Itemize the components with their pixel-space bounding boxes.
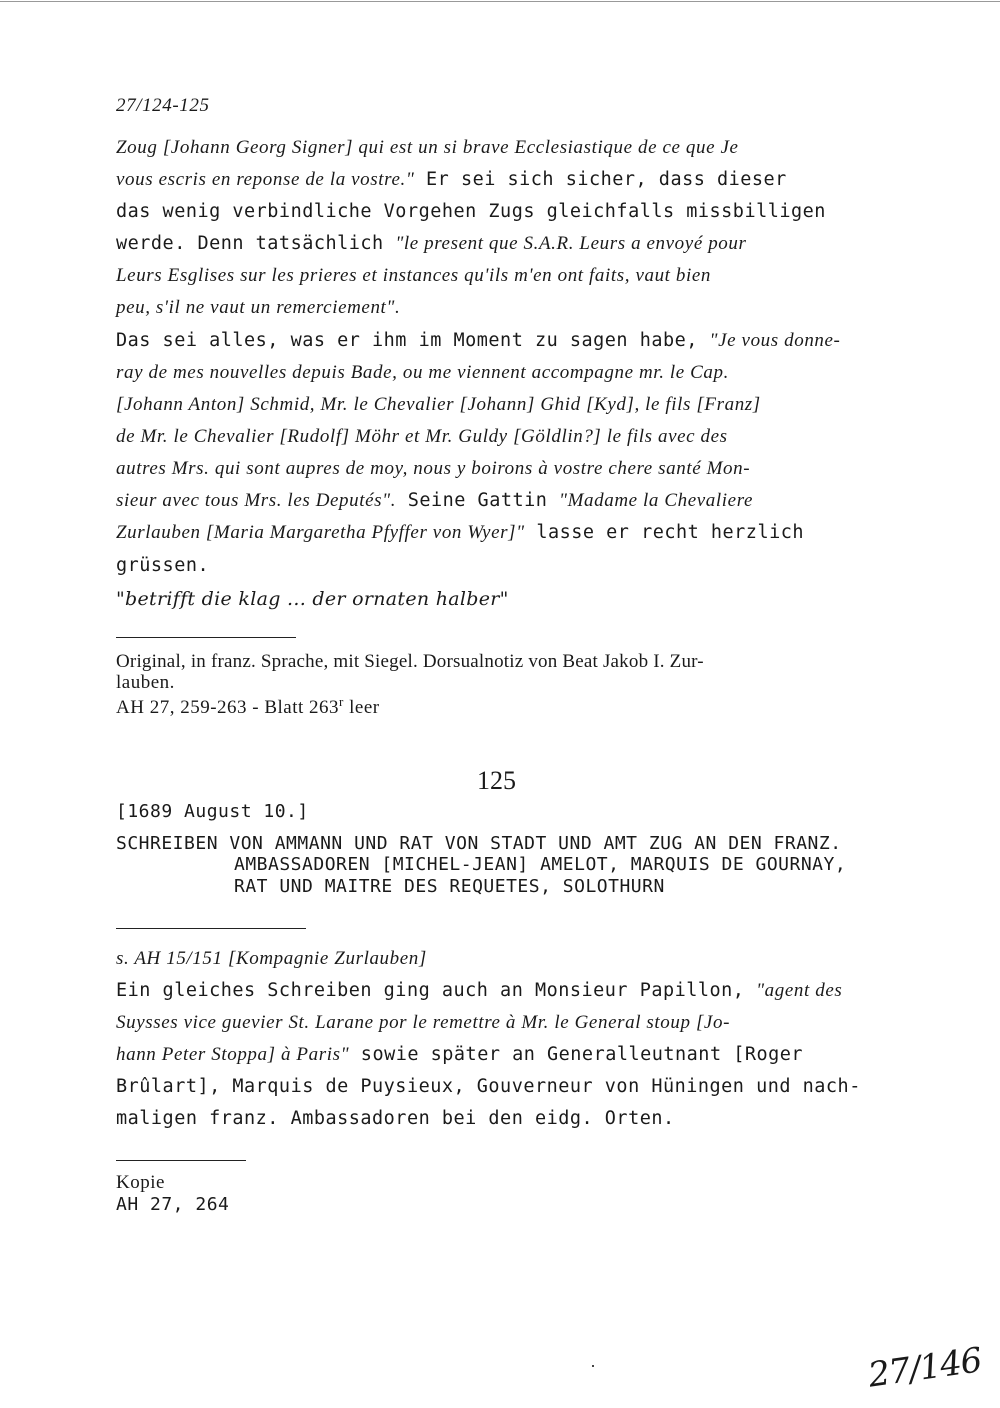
entry-title-line-2: AMBASSADOREN [MICHEL-JEAN] AMELOT, MARQUIS DE GOURNAY,: [234, 854, 847, 875]
letter-line-4-quote: "le present que S.A.R. Leurs a envoyé pour: [395, 233, 747, 254]
body2-line-3-text: sowie später an Generalleutnant [Roger: [349, 1044, 804, 1065]
letter-line-4-text: werde. Denn tatsächlich: [116, 233, 396, 254]
body2-line-2: Suysses vice guevier St. Larane por le remettre à Mr. le General stoup [Jo-: [116, 1012, 730, 1033]
letter-line-13: [116, 522, 804, 544]
note1-line-3: [116, 694, 380, 719]
note2-line-1: Kopie: [116, 1172, 165, 1193]
body2-line-3-quote: hann Peter Stoppa] à Paris": [116, 1044, 350, 1065]
header-reference: 27/124-125: [116, 95, 210, 116]
letter-line-4: [116, 233, 747, 255]
entry-title-line-3: RAT UND MAITRE DES REQUETES, SOLOTHURN: [234, 876, 665, 897]
note2-line-2: AH 27, 264: [116, 1194, 230, 1215]
letter-line-1: Zoug [Johann Georg Signer] qui est un si brave Ecclesiastique de ce que Je: [116, 137, 739, 158]
document-number: 125: [477, 766, 516, 795]
note1-line-3-post: leer: [343, 697, 380, 718]
letter-line-6: peu, s'il ne vaut un remerciement".: [116, 297, 401, 318]
letter-line-7-text: Das sei alles, was er ihm im Moment zu sagen habe,: [116, 330, 710, 351]
letter-line-13-quote: Zurlauben [Maria Margaretha Pfyffer von Wyer]": [116, 522, 525, 543]
letter-line-5: Leurs Esglises sur les prieres et instances qu'ils m'en ont faits, vaut bien: [116, 265, 712, 286]
top-edge-line: [0, 1, 1000, 2]
body2-line-1: [116, 980, 842, 1002]
note1-line-3-sup: r: [339, 694, 344, 709]
letter-line-3: das wenig verbindliche Vorgehen Zugs gleichfalls missbilligen: [116, 201, 826, 222]
footnote-rule-2: [116, 928, 306, 929]
entry-reference: s. AH 15/151 [Kompagnie Zurlauben]: [116, 948, 427, 969]
letter-line-10: de Mr. le Chevalier [Rudolf] Möhr et Mr. Guldy [Göldlin?] le fils avec des: [116, 426, 728, 447]
note1-line-3-text: AH 27, 259-263 - Blatt 263: [116, 697, 340, 718]
letter-line-12-quote: sieur avec tous Mrs. les Deputés".: [116, 490, 397, 511]
letter-line-2-text: Er sei sich sicher, dass dieser: [414, 169, 787, 190]
note1-line-2: lauben.: [116, 672, 175, 693]
letter-line-9: [Johann Anton] Schmid, Mr. le Chevalier [Johann] Ghid [Kyd], le fils [Franz]: [116, 394, 761, 415]
footnote-rule-3: [116, 1160, 246, 1161]
letter-line-7: [116, 330, 840, 352]
scan-speck: [592, 1365, 594, 1367]
letter-line-7-quote: "Je vous donne-: [709, 330, 841, 351]
entry-title-line-1: SCHREIBEN VON AMMANN UND RAT VON STADT UND AMT ZUG AN DEN FRANZ.: [116, 833, 842, 854]
letter-line-2-quote: vous escris en reponse de la vostre.": [116, 169, 415, 190]
footnote-rule-1: [116, 637, 296, 638]
body2-line-5: maligen franz. Ambassadoren bei den eidg. Orten.: [116, 1108, 675, 1129]
handwritten-page-mark: 27/146: [866, 1340, 985, 1396]
letter-line-11: autres Mrs. qui sont aupres de moy, nous y boirons à vostre chere santé Mon-: [116, 458, 751, 479]
letter-line-12: [116, 490, 753, 512]
letter-line-13-text: lasse er recht herzlich: [524, 522, 804, 543]
letter-line-14: grüssen.: [116, 555, 210, 576]
letter-line-8: ray de mes nouvelles depuis Bade, ou me viennent accompagne mr. le Cap.: [116, 362, 729, 383]
entry-date: [1689 August 10.]: [116, 801, 309, 822]
letter-line-12-text: Seine Gattin: [396, 490, 560, 511]
letter-line-2: [116, 169, 787, 191]
body2-line-1-text: Ein gleiches Schreiben ging auch an Monsieur Papillon,: [116, 980, 757, 1001]
body2-line-4: Brûlart], Marquis de Puysieux, Gouverneur von Hüningen und nach-: [116, 1076, 861, 1097]
body2-line-1-quote: "agent des: [756, 980, 843, 1001]
body2-line-3: [116, 1044, 803, 1066]
letter-line-12-quote-2: "Madame la Chevaliere: [559, 490, 754, 511]
letter-line-15-handwritten: "betrifft die klag ... der ornaten halber": [116, 588, 509, 610]
note1-line-1: Original, in franz. Sprache, mit Siegel. Dorsualnotiz von Beat Jakob I. Zur-: [116, 651, 704, 672]
